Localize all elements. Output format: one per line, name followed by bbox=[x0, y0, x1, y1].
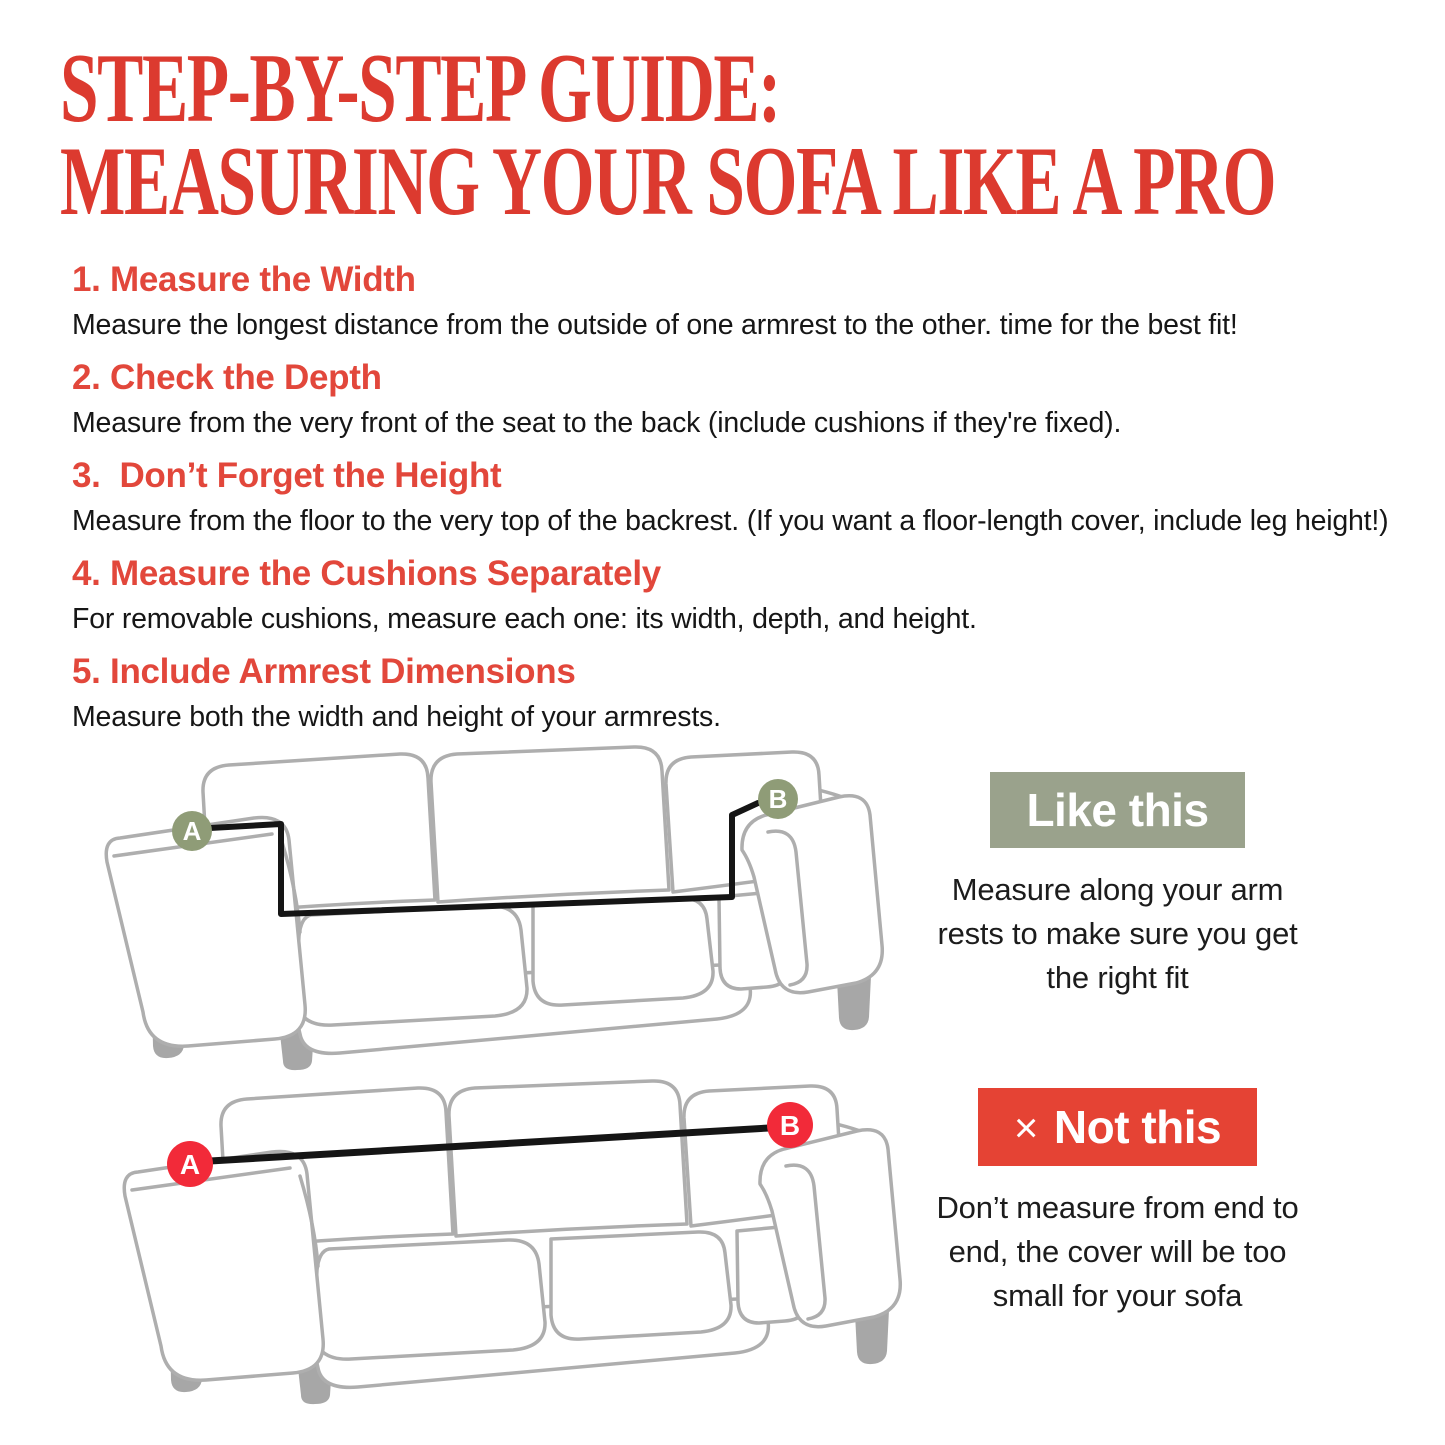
step-item-4 bbox=[72, 554, 1397, 636]
svg-text:B: B bbox=[768, 784, 788, 814]
step-heading: 3. Don’t Forget the Height bbox=[72, 456, 502, 495]
step-item-1 bbox=[72, 260, 1397, 342]
like-this-caption: Measure along your arm rests to make sure you get the right fit bbox=[937, 872, 1298, 995]
page-title-line1: STEP-BY-STEP GUIDE: bbox=[60, 34, 780, 143]
not-this-panel bbox=[920, 1088, 1315, 1318]
sofa-illustration-incorrect bbox=[106, 1076, 924, 1406]
step-heading: 5. Include Armrest Dimensions bbox=[72, 652, 576, 691]
step-item-5 bbox=[72, 652, 1397, 734]
svg-text:A: A bbox=[179, 1149, 201, 1180]
svg-text:B: B bbox=[779, 1110, 801, 1141]
not-this-caption: Don’t measure from end to end, the cover will be too small for your sofa bbox=[936, 1190, 1299, 1313]
sofa-illustration-correct bbox=[88, 742, 906, 1072]
marker-a bbox=[172, 811, 212, 851]
step-heading: 1. Measure the Width bbox=[72, 260, 416, 299]
x-icon: × bbox=[1013, 1104, 1038, 1151]
step-body: Measure from the floor to the very top of the backrest. (If you want a floor-length cover, include leg height!) bbox=[72, 505, 1389, 537]
step-heading: 4. Measure the Cushions Separately bbox=[72, 554, 661, 593]
like-this-panel bbox=[920, 772, 1315, 1000]
step-heading: 2. Check the Depth bbox=[72, 358, 382, 397]
page-title-line2: MEASURING YOUR SOFA LIKE A PRO bbox=[60, 127, 1276, 237]
like-this-badge-label: Like this bbox=[1026, 784, 1209, 836]
marker-b bbox=[758, 779, 798, 819]
marker-b bbox=[767, 1102, 813, 1148]
step-item-3 bbox=[72, 456, 1397, 538]
not-this-badge bbox=[978, 1088, 1257, 1166]
step-item-2 bbox=[72, 358, 1397, 440]
page-title bbox=[60, 34, 1276, 237]
step-body: Measure both the width and height of your armrests. bbox=[72, 701, 721, 733]
step-body: Measure from the very front of the seat to the back (include cushions if they're fixed). bbox=[72, 407, 1122, 439]
svg-text:A: A bbox=[182, 816, 202, 846]
step-list bbox=[72, 260, 1397, 750]
step-body: Measure the longest distance from the outside of one armrest to the other. time for the best fit! bbox=[72, 309, 1238, 341]
not-this-badge-label: Not this bbox=[1053, 1101, 1222, 1153]
like-this-badge bbox=[990, 772, 1244, 848]
marker-a bbox=[167, 1141, 213, 1187]
step-body: For removable cushions, measure each one: its width, depth, and height. bbox=[72, 603, 977, 635]
